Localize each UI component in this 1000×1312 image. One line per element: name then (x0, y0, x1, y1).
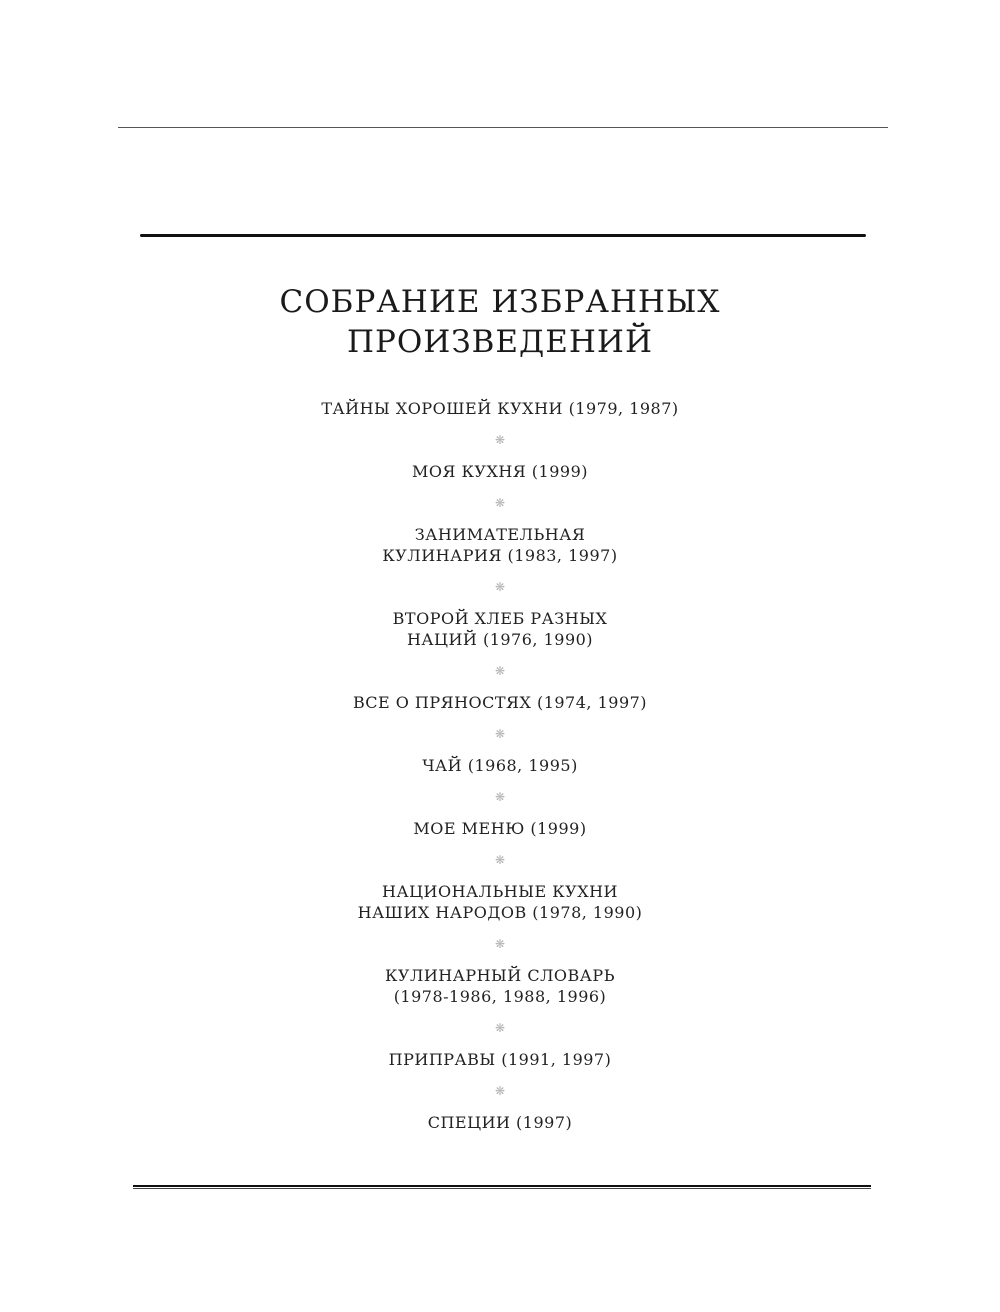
work-line: ВСЕ О ПРЯНОСТЯХ (1974, 1997) (352, 693, 648, 712)
work-line: СПЕЦИИ (1997) (427, 1113, 573, 1132)
work-line: НАШИХ НАРОДОВ (1978, 1990) (357, 903, 643, 922)
separator-icon: ❋ (494, 853, 506, 867)
separator-icon: ❋ (494, 727, 506, 741)
separator-icon: ❋ (494, 580, 506, 594)
separator-icon: ❋ (494, 790, 506, 804)
work-line: ЗАНИМАТЕЛЬНАЯ (414, 525, 586, 544)
bottom-rule-line-2 (133, 1188, 871, 1189)
work-item (0, 608, 1000, 650)
work-line: ЧАЙ (1968, 1995) (422, 756, 578, 775)
work-item (0, 524, 1000, 566)
separator-icon: ❋ (494, 1021, 506, 1035)
work-line: (1978-1986, 1988, 1996) (393, 987, 607, 1006)
work-line: МОЕ МЕНЮ (1999) (413, 819, 587, 838)
work-item (0, 692, 1000, 713)
top-rule (118, 127, 888, 128)
work-line: КУЛИНАРИЯ (1983, 1997) (382, 546, 618, 565)
bottom-rule-line-1 (133, 1185, 871, 1187)
heavy-rule (140, 234, 866, 237)
separator-icon: ❋ (494, 664, 506, 678)
separator-icon: ❋ (494, 937, 506, 951)
work-item (0, 1112, 1000, 1133)
title-line-1: СОБРАНИЕ ИЗБРАННЫХ (279, 284, 721, 320)
separator-icon: ❋ (494, 433, 506, 447)
work-line: ТАЙНЫ ХОРОШЕЙ КУХНИ (1979, 1987) (321, 399, 679, 418)
work-item (0, 1049, 1000, 1070)
page-title (0, 282, 1000, 362)
bottom-double-rule (133, 1185, 871, 1190)
works-list (0, 398, 1000, 1133)
work-line: НАЦИОНАЛЬНЫЕ КУХНИ (382, 882, 618, 901)
work-item (0, 818, 1000, 839)
work-line: КУЛИНАРНЫЙ СЛОВАРЬ (385, 966, 615, 985)
work-item (0, 398, 1000, 419)
work-item (0, 965, 1000, 1007)
work-item (0, 755, 1000, 776)
separator-icon: ❋ (494, 1084, 506, 1098)
work-line: МОЯ КУХНЯ (1999) (411, 462, 588, 481)
work-line: НАЦИЙ (1976, 1990) (406, 630, 594, 649)
work-item (0, 461, 1000, 482)
work-line: ПРИПРАВЫ (1991, 1997) (388, 1050, 612, 1069)
separator-icon: ❋ (494, 496, 506, 510)
work-line: ВТОРОЙ ХЛЕБ РАЗНЫХ (392, 609, 608, 628)
work-item (0, 881, 1000, 923)
title-line-2: ПРОИЗВЕДЕНИЙ (346, 324, 653, 360)
